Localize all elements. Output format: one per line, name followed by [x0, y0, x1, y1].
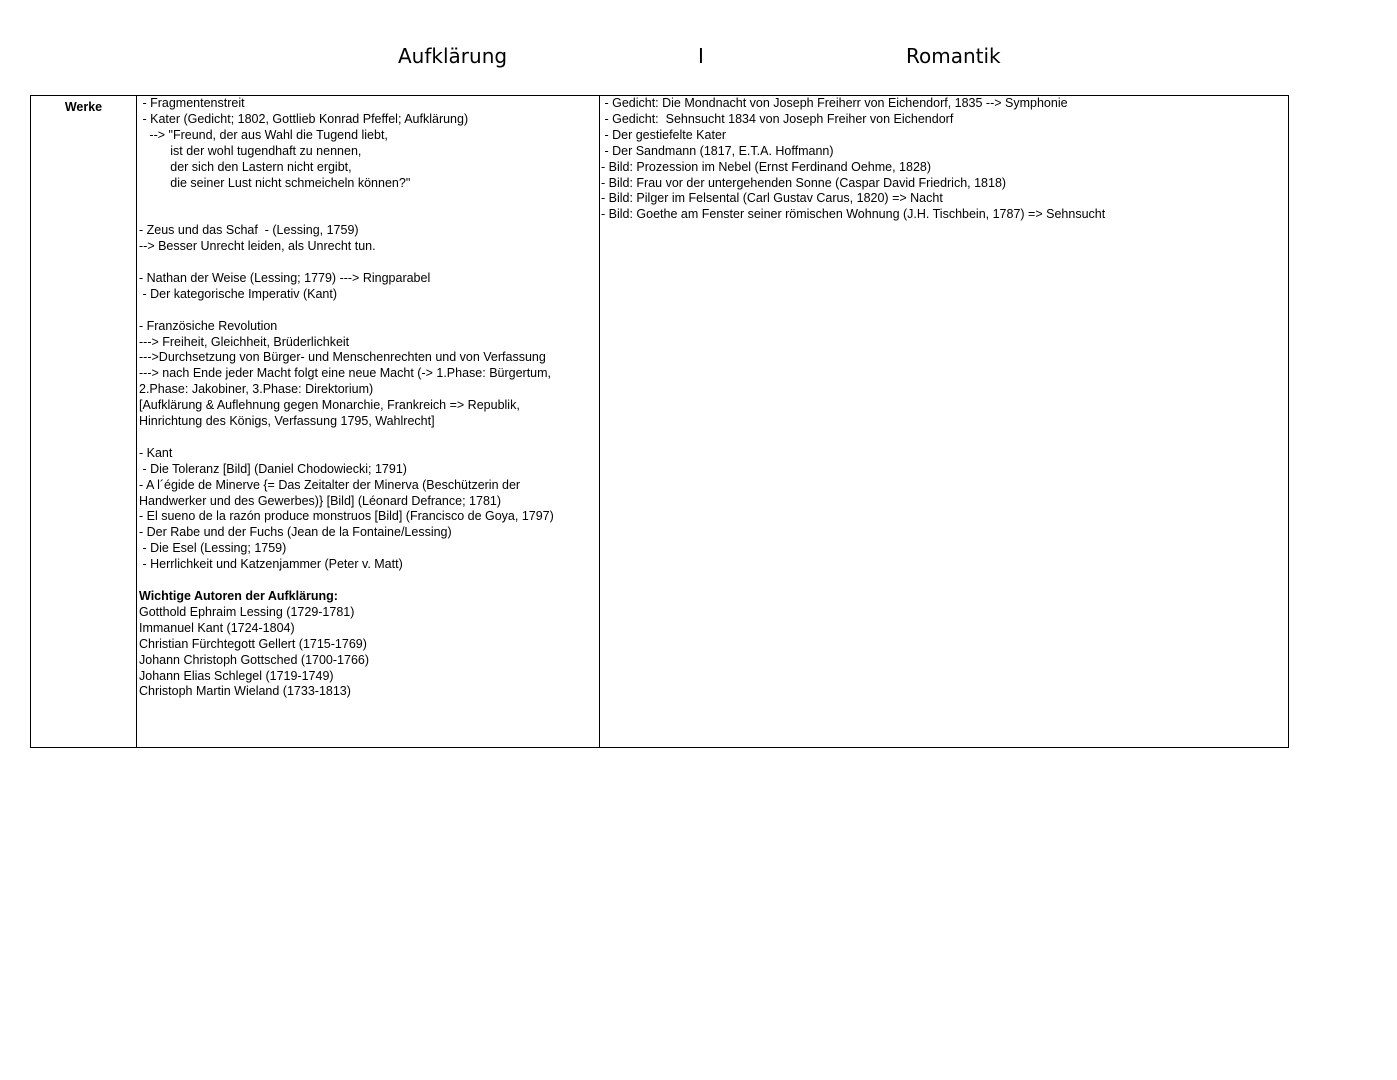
text-line: - Der Sandmann (1817, E.T.A. Hoffmann) — [601, 143, 834, 158]
text-line: - Die Toleranz [Bild] (Daniel Chodowiecki; 1791) — [139, 461, 407, 476]
text-line: - Bild: Prozession im Nebel (Ernst Ferdinand Oehme, 1828) — [601, 159, 932, 174]
text-line: 2.Phase: Jakobiner, 3.Phase: Direktorium) — [139, 382, 374, 397]
text-line: - Gedicht: Die Mondnacht von Joseph Freiherr von Eichendorf, 1835 --> Symphonie — [601, 96, 1068, 110]
text-line: --->Durchsetzung von Bürger- und Menschenrechten und von Verfassung — [139, 350, 546, 365]
title-romantik: Romantik — [906, 44, 1001, 68]
text-line: Johann Christoph Gottsched (1700-1766) — [139, 652, 370, 667]
title-separator: I — [698, 44, 704, 68]
text-line: - Bild: Frau vor der untergehenden Sonne (Caspar David Friedrich, 1818) — [601, 175, 1007, 190]
text-line: die seiner Lust nicht schmeicheln können?" — [139, 175, 411, 190]
text-line: ist der wohl tugendhaft zu nennen, — [139, 143, 362, 158]
text-line: Christian Fürchtegott Gellert (1715-1769) — [139, 636, 367, 651]
aufklaerung-works-list — [139, 96, 599, 700]
row-label-cell — [31, 96, 137, 747]
text-line: Christoph Martin Wieland (1733-1813) — [139, 684, 351, 699]
text-line: --> Besser Unrecht leiden, als Unrecht tun. — [139, 239, 376, 254]
text-line: - Gedicht: Sehnsucht 1834 von Joseph Freiher von Eichendorf — [601, 111, 954, 126]
text-line — [139, 191, 599, 207]
comparison-table — [30, 95, 1289, 748]
text-line — [139, 303, 599, 319]
text-line: - Fragmentenstreit — [139, 96, 245, 110]
text-line: - Der Rabe und der Fuchs (Jean de la Fontaine/Lessing) — [139, 525, 452, 540]
text-line: --> "Freund, der aus Wahl die Tugend liebt, — [139, 127, 388, 142]
text-line: Wichtige Autoren der Aufklärung: — [139, 589, 338, 603]
text-line: ---> nach Ende jeder Macht folgt eine neue Macht (-> 1.Phase: Bürgertum, — [139, 366, 552, 381]
text-line: - Herrlichkeit und Katzenjammer (Peter v. Matt) — [139, 557, 403, 572]
text-line: - Französiche Revolution — [139, 318, 278, 333]
text-line: - Kater (Gedicht; 1802, Gottlieb Konrad Pfeffel; Aufklärung) — [139, 111, 469, 126]
text-line: Johann Elias Schlegel (1719-1749) — [139, 668, 334, 683]
text-line: ---> Freiheit, Gleichheit, Brüderlichkeit — [139, 334, 350, 349]
text-line: Hinrichtung des Königs, Verfassung 1795, Wahlrecht] — [139, 414, 435, 429]
text-line: Immanuel Kant (1724-1804) — [139, 620, 295, 635]
text-line: Handwerker und des Gewerbes)} [Bild] (Léonard Defrance; 1781) — [139, 493, 502, 508]
text-line — [139, 255, 599, 271]
text-line: - Kant — [139, 445, 173, 460]
text-line: Gotthold Ephraim Lessing (1729-1781) — [139, 604, 355, 619]
text-line: - El sueno de la razón produce monstruos [Bild] (Francisco de Goya, 1797) — [139, 509, 554, 524]
text-line: - Zeus und das Schaf - (Lessing, 1759) — [139, 223, 359, 238]
romantik-works-list — [601, 96, 1288, 223]
text-line: - Die Esel (Lessing; 1759) — [139, 541, 287, 556]
text-line: - Der kategorische Imperativ (Kant) — [139, 286, 337, 301]
text-line: - A l´égide de Minerve {= Das Zeitalter der Minerva (Beschützerin der — [139, 477, 521, 492]
text-line: - Bild: Goethe am Fenster seiner römischen Wohnung (J.H. Tischbein, 1787) => Sehnsucht — [601, 207, 1106, 222]
romantik-cell — [600, 96, 1288, 747]
text-line — [139, 573, 599, 589]
text-line: der sich den Lastern nicht ergibt, — [139, 159, 352, 174]
text-line — [139, 430, 599, 446]
text-line: - Bild: Pilger im Felsental (Carl Gustav Carus, 1820) => Nacht — [601, 191, 943, 206]
text-line: [Aufklärung & Auflehnung gegen Monarchie, Frankreich => Republik, — [139, 398, 520, 413]
text-line: - Nathan der Weise (Lessing; 1779) ---> Ringparabel — [139, 270, 431, 285]
row-label: Werke — [64, 100, 103, 114]
aufklaerung-cell — [137, 96, 600, 747]
text-line: - Der gestiefelte Kater — [601, 127, 727, 142]
text-line — [139, 207, 599, 223]
title-aufklaerung: Aufklärung — [398, 44, 508, 68]
